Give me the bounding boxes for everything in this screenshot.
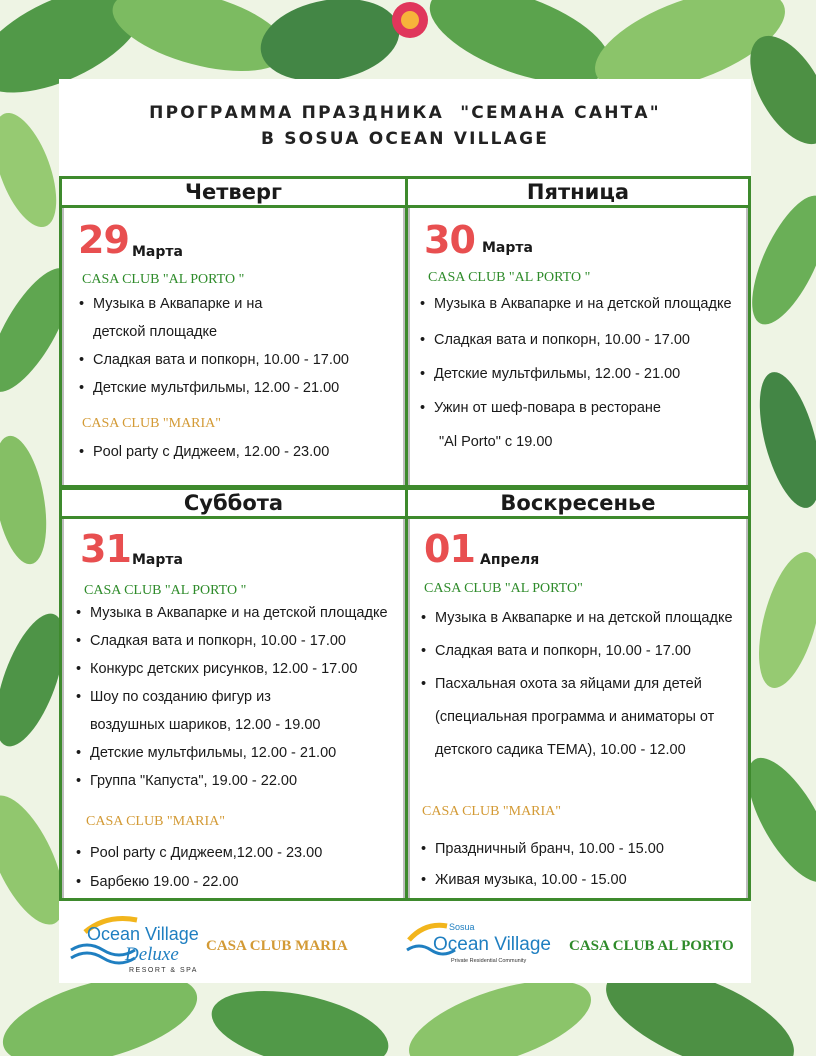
day-date: 29 bbox=[78, 218, 129, 262]
club-label-al-porto: CASA CLUB "AL PORTO" bbox=[424, 581, 583, 596]
title-line-1: ПРОГРАММА ПРАЗДНИКА "СЕМАНА САНТА" bbox=[149, 103, 661, 123]
club-maria-footer-label: CASA CLUB MARIA bbox=[206, 938, 348, 954]
club-label-maria: CASA CLUB "MARIA" bbox=[86, 814, 226, 829]
club-label-al-porto: CASA CLUB "AL PORTO " bbox=[428, 270, 591, 285]
list-item-continuation: "Al Porto" с 19.00 bbox=[439, 434, 553, 450]
day-date: 30 bbox=[424, 218, 475, 262]
list-item: • Шоу по созданию фигур из bbox=[90, 689, 271, 705]
logo-2-tagline: Private Residential Community bbox=[451, 958, 527, 964]
list-item: • Сладкая вата и попкорн, 10.00 - 17.00 bbox=[435, 643, 691, 659]
footer-logos bbox=[59, 904, 751, 983]
day-card-thursday bbox=[59, 176, 408, 488]
club-label-maria: CASA CLUB "MARIA" bbox=[82, 416, 222, 431]
title-line-2: В SOSUA OCEAN VILLAGE bbox=[260, 129, 550, 149]
day-body bbox=[408, 208, 748, 485]
list-item: • Pool party с Диджеем,12.00 - 23.00 bbox=[90, 845, 322, 861]
page-title bbox=[59, 100, 751, 152]
club-al-porto-footer-label: CASA CLUB AL PORTO bbox=[569, 938, 734, 954]
club-label-al-porto: CASA CLUB "AL PORTO " bbox=[84, 583, 247, 598]
sosua-ocean-village-logo bbox=[403, 916, 563, 972]
list-item: • Сладкая вата и попкорн, 10.00 - 17.00 bbox=[93, 352, 349, 368]
list-item: • Музыка в Аквапарке и на детской площадке bbox=[90, 605, 388, 621]
logo-2-sosua: Sosua bbox=[449, 922, 475, 932]
day-body bbox=[62, 519, 405, 898]
list-item: • Конкурс детских рисунков, 12.00 - 17.00 bbox=[90, 661, 357, 677]
day-date: 01 bbox=[424, 527, 475, 571]
list-item: • Детские мультфильмы, 12.00 - 21.00 bbox=[90, 745, 336, 761]
day-name: Суббота bbox=[62, 490, 405, 519]
list-item: • Детские мультфильмы, 12.00 - 21.00 bbox=[93, 380, 339, 396]
list-item: • Музыка в Аквапарке и на детской площадке bbox=[435, 610, 733, 626]
day-card-friday bbox=[405, 176, 751, 488]
day-date: 31 bbox=[80, 527, 131, 571]
list-item: • Сладкая вата и попкорн, 10.00 - 17.00 bbox=[90, 633, 346, 649]
list-item: • Ужин от шеф-повара в ресторане bbox=[434, 400, 661, 416]
day-month: Марта bbox=[482, 240, 533, 256]
list-item: • Пасхальная охота за яйцами для детей bbox=[435, 676, 702, 692]
club-label-al-porto: CASA CLUB "AL PORTO " bbox=[82, 272, 245, 287]
day-body bbox=[408, 519, 748, 898]
list-item-continuation: воздушных шариков, 12.00 - 19.00 bbox=[90, 717, 321, 733]
list-item: • Музыка в Аквапарке и на детской площадке bbox=[434, 296, 732, 312]
day-card-saturday bbox=[59, 487, 408, 901]
list-item: • Барбекю 19.00 - 22.00 bbox=[90, 874, 239, 890]
club-label-maria: CASA CLUB "MARIA" bbox=[422, 804, 562, 819]
logo-1-deluxe: Deluxe bbox=[125, 944, 179, 965]
day-card-sunday bbox=[405, 487, 751, 901]
day-month: Марта bbox=[132, 244, 183, 260]
list-item: • Праздничный бранч, 10.00 - 15.00 bbox=[435, 841, 664, 857]
list-item-continuation: детского садика ТЕМА), 10.00 - 12.00 bbox=[435, 742, 686, 758]
day-month: Марта bbox=[132, 552, 183, 568]
day-name: Пятница bbox=[408, 179, 748, 208]
ocean-village-deluxe-logo bbox=[67, 910, 207, 978]
list-item: • Pool party с Диджеем, 12.00 - 23.00 bbox=[93, 444, 329, 460]
list-item-continuation: (специальная программа и аниматоры от bbox=[435, 709, 715, 725]
logo-1-tagline: RESORT & SPA bbox=[129, 967, 198, 974]
day-body bbox=[62, 208, 405, 485]
list-item: • Музыка в Аквапарке и на bbox=[93, 296, 262, 312]
list-item: • Детские мультфильмы, 12.00 - 21.00 bbox=[434, 366, 680, 382]
list-item: • Сладкая вата и попкорн, 10.00 - 17.00 bbox=[434, 332, 690, 348]
day-month: Апреля bbox=[480, 552, 540, 568]
list-item: • Группа "Капуста", 19.00 - 22.00 bbox=[90, 773, 297, 789]
list-item: • Живая музыка, 10.00 - 15.00 bbox=[435, 872, 627, 888]
logo-1-name: Ocean Village bbox=[87, 924, 199, 944]
day-name: Воскресенье bbox=[408, 490, 748, 519]
list-item-continuation: детской площадке bbox=[93, 324, 218, 340]
logo-2-name: Ocean Village bbox=[433, 934, 551, 955]
day-name: Четверг bbox=[62, 179, 405, 208]
